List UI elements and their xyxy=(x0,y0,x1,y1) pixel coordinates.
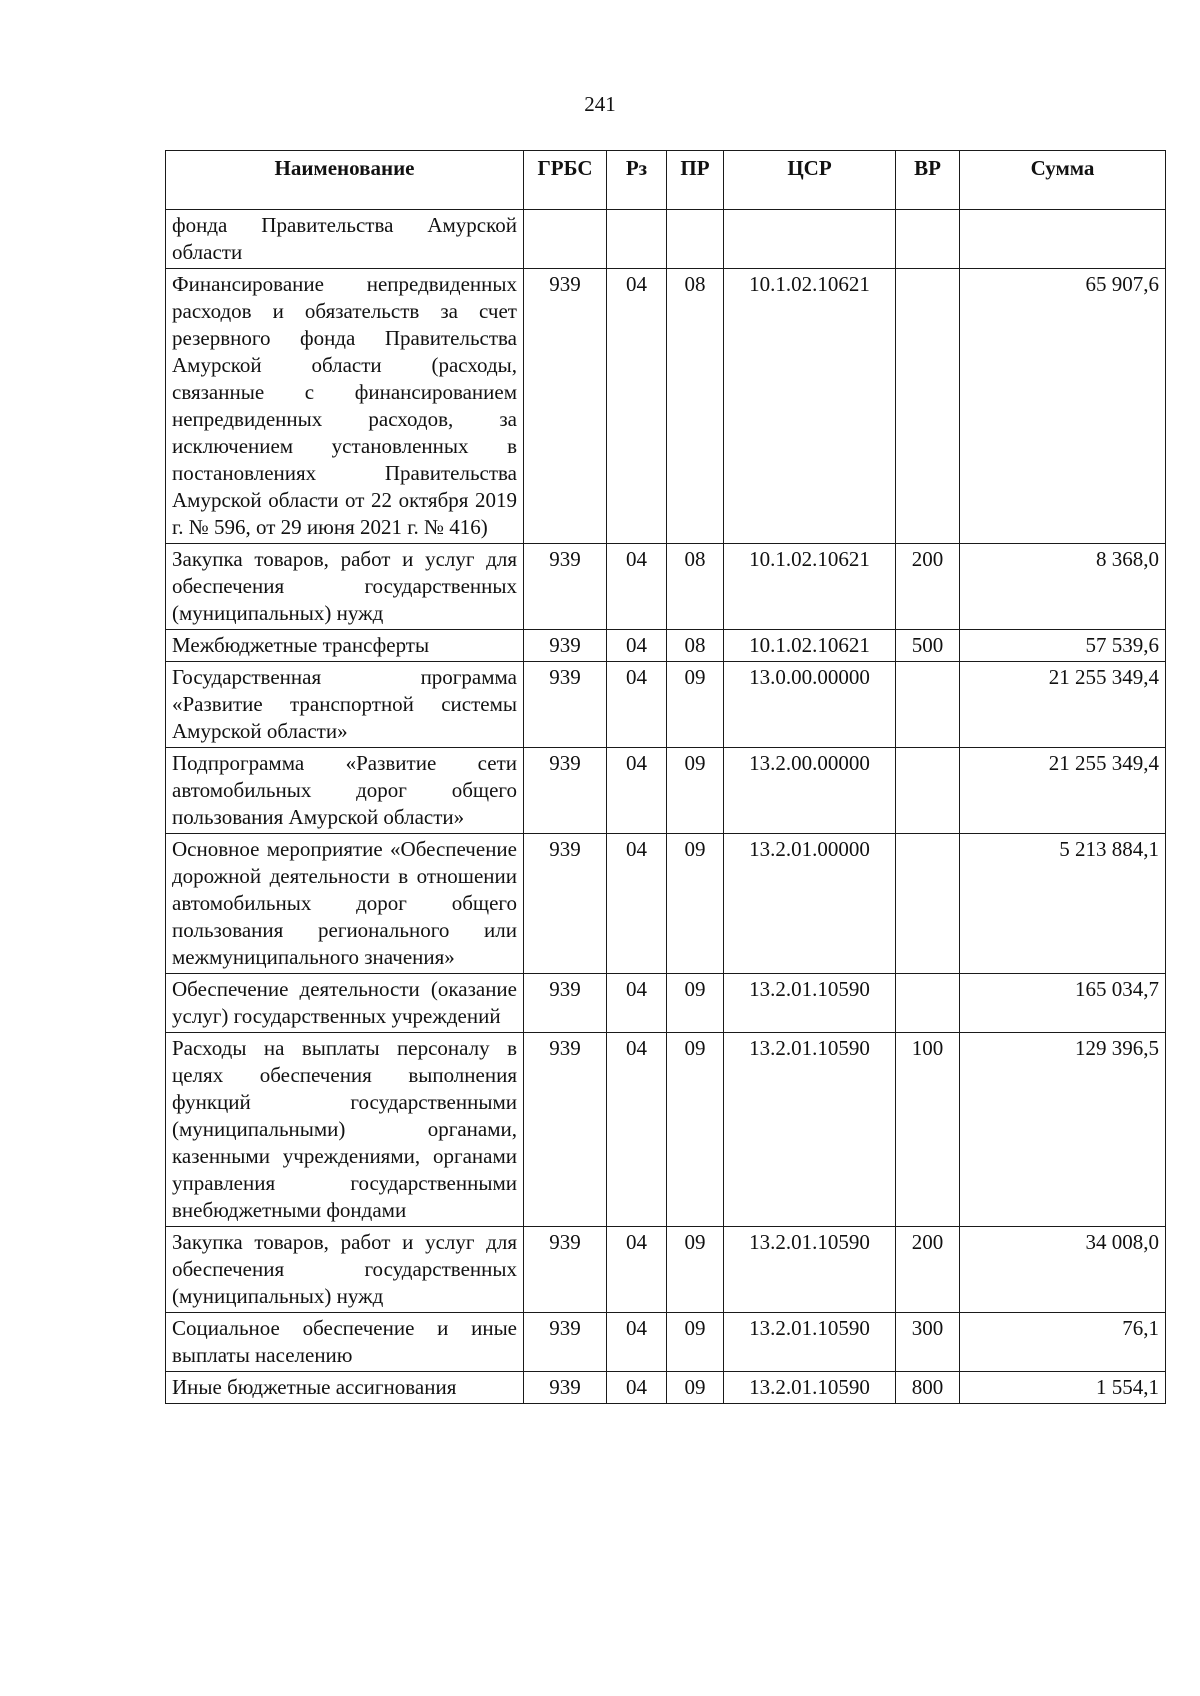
cell-csr: 13.2.01.10590 xyxy=(724,1033,896,1227)
table-body xyxy=(166,210,1166,1404)
table-row xyxy=(166,544,1166,630)
cell-name: Обеспечение деятельности (оказание услуг) государственных учреждений xyxy=(166,974,524,1033)
cell-name: Государственная программа «Развитие транспортной системы Амурской области» xyxy=(166,662,524,748)
cell-grbs: 939 xyxy=(524,1372,607,1404)
cell-vr xyxy=(896,269,960,544)
cell-grbs: 939 xyxy=(524,544,607,630)
cell-csr xyxy=(724,210,896,269)
cell-vr: 300 xyxy=(896,1313,960,1372)
header-pr: ПР xyxy=(667,151,724,210)
page-number: 241 xyxy=(584,92,616,116)
cell-name: Расходы на выплаты персоналу в целях обеспечения выполнения функций государственными (муниципальными) органами, казенными учреждениями, органами управления государственными внебюджетными фондами xyxy=(166,1033,524,1227)
table-row xyxy=(166,662,1166,748)
cell-name: Социальное обеспечение и иные выплаты населению xyxy=(166,1313,524,1372)
table-row xyxy=(166,1372,1166,1404)
cell-grbs: 939 xyxy=(524,974,607,1033)
cell-grbs: 939 xyxy=(524,662,607,748)
cell-grbs: 939 xyxy=(524,630,607,662)
cell-pr: 08 xyxy=(667,544,724,630)
cell-vr: 500 xyxy=(896,630,960,662)
cell-pr: 09 xyxy=(667,1227,724,1313)
cell-csr: 10.1.02.10621 xyxy=(724,630,896,662)
cell-pr xyxy=(667,210,724,269)
cell-grbs: 939 xyxy=(524,1313,607,1372)
cell-pr: 08 xyxy=(667,269,724,544)
cell-rz: 04 xyxy=(607,1227,667,1313)
cell-vr: 800 xyxy=(896,1372,960,1404)
cell-pr: 09 xyxy=(667,662,724,748)
cell-csr: 10.1.02.10621 xyxy=(724,544,896,630)
cell-csr: 10.1.02.10621 xyxy=(724,269,896,544)
cell-rz: 04 xyxy=(607,662,667,748)
cell-vr xyxy=(896,748,960,834)
header-csr: ЦСР xyxy=(724,151,896,210)
cell-name: Закупка товаров, работ и услуг для обеспечения государственных (муниципальных) нужд xyxy=(166,1227,524,1313)
cell-grbs: 939 xyxy=(524,269,607,544)
cell-grbs: 939 xyxy=(524,1033,607,1227)
budget-table xyxy=(165,150,1166,1404)
table-row xyxy=(166,748,1166,834)
cell-rz: 04 xyxy=(607,1313,667,1372)
cell-grbs: 939 xyxy=(524,748,607,834)
cell-csr: 13.0.00.00000 xyxy=(724,662,896,748)
cell-csr: 13.2.01.10590 xyxy=(724,1313,896,1372)
cell-sum: 1 554,1 xyxy=(960,1372,1166,1404)
header-grbs: ГРБС xyxy=(524,151,607,210)
cell-sum: 65 907,6 xyxy=(960,269,1166,544)
table-row xyxy=(166,1227,1166,1313)
cell-pr: 09 xyxy=(667,974,724,1033)
cell-sum: 129 396,5 xyxy=(960,1033,1166,1227)
header-sum: Сумма xyxy=(960,151,1166,210)
cell-sum: 21 255 349,4 xyxy=(960,662,1166,748)
cell-name: Закупка товаров, работ и услуг для обеспечения государственных (муниципальных) нужд xyxy=(166,544,524,630)
table-row xyxy=(166,630,1166,662)
cell-pr: 08 xyxy=(667,630,724,662)
cell-name: Подпрограмма «Развитие сети автомобильных дорог общего пользования Амурской области» xyxy=(166,748,524,834)
cell-pr: 09 xyxy=(667,748,724,834)
cell-name: Основное мероприятие «Обеспечение дорожной деятельности в отношении автомобильных дорог общего пользования регионального или межмуниципального значения» xyxy=(166,834,524,974)
cell-vr xyxy=(896,834,960,974)
cell-csr: 13.2.01.10590 xyxy=(724,1372,896,1404)
cell-vr: 200 xyxy=(896,1227,960,1313)
cell-rz: 04 xyxy=(607,1372,667,1404)
table-row xyxy=(166,1033,1166,1227)
cell-rz: 04 xyxy=(607,834,667,974)
cell-rz xyxy=(607,210,667,269)
cell-sum: 8 368,0 xyxy=(960,544,1166,630)
cell-csr: 13.2.01.10590 xyxy=(724,974,896,1033)
cell-sum: 21 255 349,4 xyxy=(960,748,1166,834)
cell-sum: 76,1 xyxy=(960,1313,1166,1372)
cell-name: Межбюджетные трансферты xyxy=(166,630,524,662)
cell-grbs: 939 xyxy=(524,834,607,974)
cell-pr: 09 xyxy=(667,1313,724,1372)
cell-sum: 165 034,7 xyxy=(960,974,1166,1033)
cell-vr xyxy=(896,662,960,748)
cell-rz: 04 xyxy=(607,544,667,630)
table-row xyxy=(166,974,1166,1033)
cell-csr: 13.2.01.00000 xyxy=(724,834,896,974)
table-row xyxy=(166,1313,1166,1372)
cell-sum: 57 539,6 xyxy=(960,630,1166,662)
header-vr: ВР xyxy=(896,151,960,210)
table-row xyxy=(166,834,1166,974)
table-row xyxy=(166,269,1166,544)
cell-sum: 5 213 884,1 xyxy=(960,834,1166,974)
cell-csr: 13.2.01.10590 xyxy=(724,1227,896,1313)
cell-pr: 09 xyxy=(667,1372,724,1404)
cell-grbs xyxy=(524,210,607,269)
cell-grbs: 939 xyxy=(524,1227,607,1313)
cell-vr xyxy=(896,974,960,1033)
cell-rz: 04 xyxy=(607,748,667,834)
cell-name: Иные бюджетные ассигнования xyxy=(166,1372,524,1404)
cell-csr: 13.2.00.00000 xyxy=(724,748,896,834)
table-row xyxy=(166,210,1166,269)
cell-pr: 09 xyxy=(667,1033,724,1227)
cell-vr: 100 xyxy=(896,1033,960,1227)
cell-rz: 04 xyxy=(607,630,667,662)
cell-sum xyxy=(960,210,1166,269)
cell-vr xyxy=(896,210,960,269)
table-header-row xyxy=(166,151,1166,210)
cell-name: Финансирование непредвиденных расходов и обязательств за счет резервного фонда Правительства Амурской области (расходы, связанные с финансированием непредвиденных расходов, за исключением установленных в постановлениях Правительства Амурской области от 22 октября 2019 г. № 596, от 29 июня 2021 г. № 416) xyxy=(166,269,524,544)
cell-vr: 200 xyxy=(896,544,960,630)
cell-rz: 04 xyxy=(607,974,667,1033)
cell-rz: 04 xyxy=(607,1033,667,1227)
cell-sum: 34 008,0 xyxy=(960,1227,1166,1313)
cell-rz: 04 xyxy=(607,269,667,544)
cell-pr: 09 xyxy=(667,834,724,974)
header-name: Наименование xyxy=(166,151,524,210)
header-rz: Рз xyxy=(607,151,667,210)
cell-name: фонда Правительства Амурской области xyxy=(166,210,524,269)
